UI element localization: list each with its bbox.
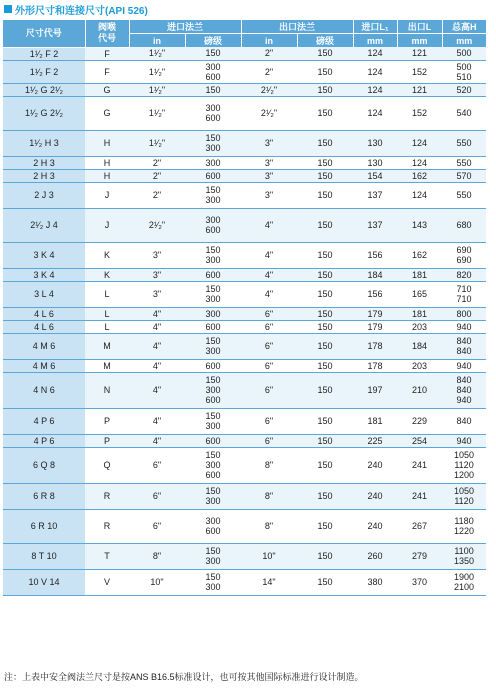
cell-l1: 137 <box>353 182 397 208</box>
cell-h: 800 <box>442 307 486 320</box>
cell-code: 4 L 6 <box>3 320 85 333</box>
cell-out-in: 3" <box>241 156 297 169</box>
cell-orifice: V <box>85 569 129 595</box>
cell-code: 6 Q 8 <box>3 447 85 483</box>
cell-code: 1¹⁄₂ G 2¹⁄₂ <box>3 83 85 96</box>
col-header-l-unit: mm <box>397 34 442 48</box>
cell-l: 162 <box>397 169 442 182</box>
cell-out-rating: 150 <box>297 333 353 359</box>
cell-out-rating: 150 <box>297 242 353 268</box>
col-header-outlet-in: in <box>241 34 297 48</box>
cell-out-in: 3" <box>241 130 297 156</box>
cell-in-rating: 150 300 600 <box>185 447 241 483</box>
cell-in-rating: 150 <box>185 83 241 96</box>
table-row <box>3 447 486 483</box>
cell-in-in: 4" <box>129 372 185 408</box>
cell-in-in: 1¹⁄₂" <box>129 47 185 60</box>
cell-out-in: 6" <box>241 359 297 372</box>
cell-in-rating: 150 300 <box>185 569 241 595</box>
cell-h: 550 <box>442 182 486 208</box>
table-row <box>3 242 486 268</box>
cell-code: 4 M 6 <box>3 359 85 372</box>
cell-out-rating: 150 <box>297 509 353 543</box>
cell-in-rating: 150 <box>185 47 241 60</box>
cell-in-in: 2" <box>129 182 185 208</box>
cell-h: 520 <box>442 83 486 96</box>
dimensions-table <box>3 20 486 596</box>
cell-in-rating: 150 300 <box>185 543 241 569</box>
cell-code: 1¹⁄₂ F 2 <box>3 47 85 60</box>
cell-h: 540 <box>442 96 486 130</box>
cell-orifice: M <box>85 359 129 372</box>
cell-l1: 178 <box>353 359 397 372</box>
cell-out-rating: 150 <box>297 169 353 182</box>
col-header-h-unit: mm <box>442 34 486 48</box>
cell-out-in: 14" <box>241 569 297 595</box>
cell-out-rating: 150 <box>297 320 353 333</box>
cell-out-rating: 150 <box>297 434 353 447</box>
table-row <box>3 169 486 182</box>
cell-orifice: P <box>85 408 129 434</box>
cell-out-rating: 150 <box>297 60 353 83</box>
cell-code: 2 H 3 <box>3 169 85 182</box>
table-row <box>3 47 486 60</box>
cell-h: 710 710 <box>442 281 486 307</box>
cell-l: 165 <box>397 281 442 307</box>
cell-out-rating: 150 <box>297 47 353 60</box>
cell-code: 8 T 10 <box>3 543 85 569</box>
cell-out-rating: 150 <box>297 208 353 242</box>
cell-l1: 124 <box>353 83 397 96</box>
title-square-icon <box>4 5 12 13</box>
cell-out-in: 4" <box>241 242 297 268</box>
cell-out-rating: 150 <box>297 447 353 483</box>
cell-in-rating: 150 300 <box>185 333 241 359</box>
cell-code: 2¹⁄₂ J 4 <box>3 208 85 242</box>
cell-out-rating: 150 <box>297 307 353 320</box>
cell-out-rating: 150 <box>297 359 353 372</box>
cell-l1: 179 <box>353 320 397 333</box>
table-row <box>3 509 486 543</box>
cell-h: 500 510 <box>442 60 486 83</box>
cell-in-in: 4" <box>129 320 185 333</box>
cell-in-in: 4" <box>129 434 185 447</box>
cell-in-in: 4" <box>129 359 185 372</box>
cell-orifice: J <box>85 208 129 242</box>
cell-out-in: 4" <box>241 268 297 281</box>
cell-out-in: 2¹⁄₂" <box>241 96 297 130</box>
cell-l1: 184 <box>353 268 397 281</box>
cell-orifice: F <box>85 60 129 83</box>
cell-orifice: Q <box>85 447 129 483</box>
cell-l: 124 <box>397 182 442 208</box>
cell-in-rating: 300 600 <box>185 208 241 242</box>
cell-l: 152 <box>397 60 442 83</box>
cell-l1: 260 <box>353 543 397 569</box>
cell-orifice: K <box>85 268 129 281</box>
cell-code: 3 K 4 <box>3 242 85 268</box>
col-header-l: 出口L <box>397 20 442 34</box>
cell-l: 162 <box>397 242 442 268</box>
table-row <box>3 156 486 169</box>
cell-in-rating: 150 300 <box>185 281 241 307</box>
cell-l: 124 <box>397 156 442 169</box>
table-row <box>3 483 486 509</box>
cell-l1: 179 <box>353 307 397 320</box>
cell-l: 143 <box>397 208 442 242</box>
cell-out-in: 2" <box>241 60 297 83</box>
cell-in-in: 3" <box>129 281 185 307</box>
cell-orifice: G <box>85 96 129 130</box>
cell-l1: 137 <box>353 208 397 242</box>
cell-l: 229 <box>397 408 442 434</box>
cell-h: 820 <box>442 268 486 281</box>
table-body <box>3 47 486 595</box>
cell-code: 4 P 6 <box>3 408 85 434</box>
cell-out-rating: 150 <box>297 372 353 408</box>
cell-out-in: 8" <box>241 483 297 509</box>
cell-l1: 124 <box>353 96 397 130</box>
cell-out-rating: 150 <box>297 83 353 96</box>
cell-out-in: 6" <box>241 434 297 447</box>
cell-out-in: 4" <box>241 208 297 242</box>
cell-h: 500 <box>442 47 486 60</box>
cell-l: 181 <box>397 268 442 281</box>
table-row <box>3 281 486 307</box>
cell-l: 152 <box>397 96 442 130</box>
cell-in-in: 1¹⁄₂" <box>129 96 185 130</box>
cell-l1: 380 <box>353 569 397 595</box>
cell-in-in: 1¹⁄₂" <box>129 60 185 83</box>
cell-h: 940 <box>442 434 486 447</box>
cell-l1: 178 <box>353 333 397 359</box>
table-row <box>3 372 486 408</box>
cell-h: 1050 1120 1200 <box>442 447 486 483</box>
cell-out-in: 6" <box>241 408 297 434</box>
cell-orifice: L <box>85 281 129 307</box>
col-header-h: 总高H <box>442 20 486 34</box>
cell-in-in: 2" <box>129 156 185 169</box>
cell-h: 1900 2100 <box>442 569 486 595</box>
cell-l1: 197 <box>353 372 397 408</box>
cell-out-rating: 150 <box>297 156 353 169</box>
cell-code: 3 L 4 <box>3 281 85 307</box>
cell-out-rating: 150 <box>297 182 353 208</box>
cell-out-rating: 150 <box>297 408 353 434</box>
cell-in-in: 1¹⁄₂" <box>129 83 185 96</box>
table-row <box>3 83 486 96</box>
cell-out-in: 2¹⁄₂" <box>241 83 297 96</box>
cell-code: 3 K 4 <box>3 268 85 281</box>
cell-code: 6 R 8 <box>3 483 85 509</box>
cell-l: 121 <box>397 83 442 96</box>
cell-orifice: L <box>85 307 129 320</box>
cell-l1: 181 <box>353 408 397 434</box>
table-row <box>3 208 486 242</box>
table-row <box>3 543 486 569</box>
table-row <box>3 307 486 320</box>
cell-h: 680 <box>442 208 486 242</box>
cell-l: 279 <box>397 543 442 569</box>
cell-out-in: 6" <box>241 307 297 320</box>
cell-in-in: 1¹⁄₂" <box>129 130 185 156</box>
cell-l: 267 <box>397 509 442 543</box>
cell-in-in: 6" <box>129 447 185 483</box>
cell-orifice: M <box>85 333 129 359</box>
cell-h: 1180 1220 <box>442 509 486 543</box>
cell-in-rating: 300 600 <box>185 96 241 130</box>
cell-out-in: 10" <box>241 543 297 569</box>
cell-in-rating: 300 600 <box>185 509 241 543</box>
cell-h: 840 840 940 <box>442 372 486 408</box>
table-row <box>3 60 486 83</box>
cell-orifice: J <box>85 182 129 208</box>
cell-in-in: 4" <box>129 307 185 320</box>
cell-in-rating: 300 <box>185 156 241 169</box>
cell-in-in: 6" <box>129 509 185 543</box>
cell-in-rating: 600 <box>185 359 241 372</box>
cell-out-rating: 150 <box>297 543 353 569</box>
cell-in-in: 8" <box>129 543 185 569</box>
cell-in-rating: 150 300 <box>185 182 241 208</box>
cell-l: 370 <box>397 569 442 595</box>
cell-l: 203 <box>397 320 442 333</box>
cell-orifice: T <box>85 543 129 569</box>
cell-out-in: 6" <box>241 333 297 359</box>
cell-l: 184 <box>397 333 442 359</box>
cell-in-in: 6" <box>129 483 185 509</box>
cell-in-in: 3" <box>129 268 185 281</box>
cell-in-in: 2" <box>129 169 185 182</box>
cell-h: 1100 1350 <box>442 543 486 569</box>
orifice-header-text: 阀喉代号 <box>97 22 116 44</box>
table-row <box>3 569 486 595</box>
col-header-outlet: 出口法兰 <box>241 20 353 34</box>
cell-orifice: H <box>85 130 129 156</box>
cell-code: 1¹⁄₂ H 3 <box>3 130 85 156</box>
cell-orifice: F <box>85 47 129 60</box>
cell-in-in: 3" <box>129 242 185 268</box>
cell-in-rating: 600 <box>185 268 241 281</box>
section-title <box>4 2 148 16</box>
table-row <box>3 434 486 447</box>
cell-orifice: R <box>85 509 129 543</box>
cell-l: 210 <box>397 372 442 408</box>
cell-in-rating: 600 <box>185 320 241 333</box>
cell-in-rating: 600 <box>185 169 241 182</box>
cell-in-rating: 150 300 <box>185 130 241 156</box>
cell-out-in: 2" <box>241 47 297 60</box>
cell-l1: 156 <box>353 281 397 307</box>
cell-l: 121 <box>397 47 442 60</box>
cell-l1: 124 <box>353 60 397 83</box>
table-row <box>3 268 486 281</box>
cell-l1: 124 <box>353 47 397 60</box>
cell-l1: 130 <box>353 130 397 156</box>
cell-l1: 240 <box>353 483 397 509</box>
cell-orifice: P <box>85 434 129 447</box>
cell-out-in: 3" <box>241 182 297 208</box>
cell-out-rating: 150 <box>297 483 353 509</box>
col-header-inlet: 进口法兰 <box>129 20 241 34</box>
col-header-l1: 进口L₁ <box>353 20 397 34</box>
cell-in-rating: 150 300 <box>185 242 241 268</box>
cell-l1: 154 <box>353 169 397 182</box>
cell-code: 2 J 3 <box>3 182 85 208</box>
table-row <box>3 182 486 208</box>
cell-out-rating: 150 <box>297 268 353 281</box>
cell-h: 840 <box>442 408 486 434</box>
table-row <box>3 359 486 372</box>
cell-l1: 130 <box>353 156 397 169</box>
cell-h: 940 <box>442 320 486 333</box>
cell-orifice: H <box>85 169 129 182</box>
cell-out-in: 6" <box>241 372 297 408</box>
cell-orifice: H <box>85 156 129 169</box>
cell-l: 254 <box>397 434 442 447</box>
col-header-l1-unit: mm <box>353 34 397 48</box>
col-header-code: 尺寸代号 <box>3 20 85 47</box>
cell-out-in: 4" <box>241 281 297 307</box>
cell-in-in: 10" <box>129 569 185 595</box>
table-row <box>3 408 486 434</box>
table-row <box>3 333 486 359</box>
cell-orifice: G <box>85 83 129 96</box>
cell-code: 1¹⁄₂ G 2¹⁄₂ <box>3 96 85 130</box>
footnote: 注：上表中安全阀法兰尺寸是按ANS B16.5标准设计，也可按其他国际标准进行设计制造。 <box>4 672 364 682</box>
cell-h: 570 <box>442 169 486 182</box>
cell-l: 241 <box>397 483 442 509</box>
col-header-inlet-rating: 磅级 <box>185 34 241 48</box>
cell-out-rating: 150 <box>297 281 353 307</box>
cell-code: 4 M 6 <box>3 333 85 359</box>
table-row <box>3 96 486 130</box>
cell-l1: 156 <box>353 242 397 268</box>
cell-out-in: 3" <box>241 169 297 182</box>
cell-in-rating: 300 <box>185 307 241 320</box>
cell-code: 10 V 14 <box>3 569 85 595</box>
cell-orifice: L <box>85 320 129 333</box>
cell-h: 550 <box>442 156 486 169</box>
cell-code: 2 H 3 <box>3 156 85 169</box>
cell-code: 6 R 10 <box>3 509 85 543</box>
cell-l1: 240 <box>353 447 397 483</box>
title-text: 外形尺寸和连接尺寸(API 526) <box>15 5 148 17</box>
cell-l: 124 <box>397 130 442 156</box>
cell-out-in: 6" <box>241 320 297 333</box>
cell-out-rating: 150 <box>297 96 353 130</box>
cell-h: 550 <box>442 130 486 156</box>
cell-in-in: 2¹⁄₂" <box>129 208 185 242</box>
cell-code: 4 N 6 <box>3 372 85 408</box>
cell-in-rating: 150 300 <box>185 408 241 434</box>
cell-out-in: 8" <box>241 509 297 543</box>
cell-h: 940 <box>442 359 486 372</box>
cell-h: 840 840 <box>442 333 486 359</box>
cell-out-rating: 150 <box>297 130 353 156</box>
cell-orifice: R <box>85 483 129 509</box>
cell-in-rating: 600 <box>185 434 241 447</box>
cell-l: 181 <box>397 307 442 320</box>
cell-in-in: 4" <box>129 333 185 359</box>
cell-code: 4 L 6 <box>3 307 85 320</box>
cell-l1: 240 <box>353 509 397 543</box>
cell-in-rating: 300 600 <box>185 60 241 83</box>
cell-h: 690 690 <box>442 242 486 268</box>
cell-code: 1¹⁄₂ F 2 <box>3 60 85 83</box>
cell-orifice: K <box>85 242 129 268</box>
cell-l1: 225 <box>353 434 397 447</box>
cell-in-rating: 150 300 <box>185 483 241 509</box>
cell-in-rating: 150 300 600 <box>185 372 241 408</box>
cell-in-in: 4" <box>129 408 185 434</box>
cell-out-in: 8" <box>241 447 297 483</box>
cell-orifice: N <box>85 372 129 408</box>
cell-l: 203 <box>397 359 442 372</box>
cell-out-rating: 150 <box>297 569 353 595</box>
col-header-orifice <box>85 20 129 47</box>
cell-h: 1050 1120 <box>442 483 486 509</box>
col-header-inlet-in: in <box>129 34 185 48</box>
table-row <box>3 130 486 156</box>
table-row <box>3 320 486 333</box>
col-header-outlet-rating: 磅级 <box>297 34 353 48</box>
cell-code: 4 P 6 <box>3 434 85 447</box>
cell-l: 241 <box>397 447 442 483</box>
